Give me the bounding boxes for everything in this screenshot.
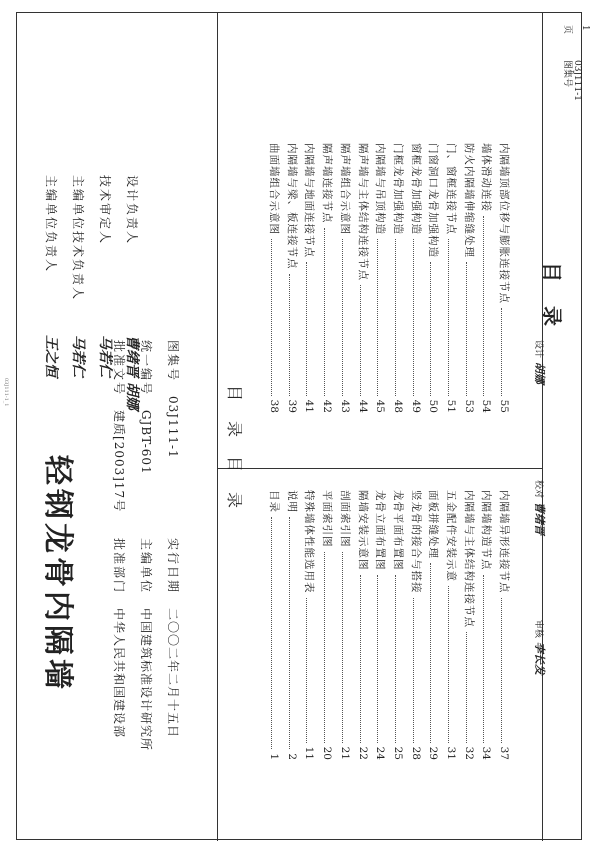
- toc-item-title: 隔声墙连接节点: [321, 143, 334, 224]
- toc-heading-right: 目录: [225, 385, 244, 458]
- toc-item-title: 龙骨平面布置图: [391, 490, 404, 571]
- toc-item-title: 龙骨立面布置图: [374, 490, 387, 571]
- toc-leader: [395, 239, 396, 396]
- toc-leader: [501, 598, 502, 743]
- toc-item-page: 50: [427, 399, 440, 413]
- toc-item-title: 内隔墙与地面连接节点: [303, 143, 316, 258]
- title-block-label: 审核: [533, 620, 543, 639]
- toc-item-page: 39: [285, 399, 298, 413]
- toc-leader: [324, 552, 325, 743]
- toc-item: [479, 490, 494, 760]
- toc-item-title: 隔声墙与主体结构连接节点: [356, 143, 369, 281]
- toc-item-page: 53: [462, 399, 475, 413]
- toc-leader: [324, 228, 325, 396]
- responsible-label: 设计负责人: [125, 175, 139, 246]
- toc-leader: [483, 575, 484, 743]
- toc-item: [497, 490, 512, 760]
- title-block-label: 设计: [533, 340, 543, 359]
- section-divider-2: [542, 13, 543, 841]
- toc-item: [462, 143, 477, 413]
- toc-item-page: 11: [303, 746, 316, 760]
- toc-item: [497, 143, 512, 413]
- toc-item-page: 37: [498, 746, 511, 760]
- section-divider-1: [217, 13, 218, 841]
- toc-item-title: 墙体滑动连接: [480, 143, 493, 212]
- toc-leader: [448, 586, 449, 743]
- toc-item: [479, 143, 494, 413]
- responsible-signature: 马若仁: [70, 335, 86, 377]
- toc-item: [444, 490, 459, 760]
- toc-item: [338, 490, 353, 760]
- toc-item: [320, 143, 335, 413]
- toc-item-title: 内隔墙构造节点: [480, 490, 493, 571]
- toc-item-page: 38: [268, 399, 280, 413]
- toc-item-title: 内隔墙与吊顶构造: [374, 143, 387, 235]
- toc-item: [338, 143, 353, 413]
- toc-item-page: 48: [391, 399, 404, 413]
- toc-item: [356, 143, 371, 413]
- toc-item: [373, 490, 388, 760]
- title-block-cell: [532, 340, 548, 384]
- meta-value: 中国建筑标准设计研究所: [139, 608, 153, 752]
- toc-item-page: 31: [445, 746, 457, 760]
- responsible-signature: 马若仁: [97, 335, 113, 377]
- toc-leader: [395, 575, 396, 743]
- toc-item: [409, 490, 424, 760]
- toc-leader: [306, 262, 307, 396]
- toc-leader: [377, 575, 378, 743]
- toc-item: [320, 490, 335, 760]
- toc-leader: [342, 239, 343, 396]
- meta-label: 主编单位: [139, 538, 153, 595]
- toc-item-page: 28: [409, 746, 422, 760]
- toc-leader: [289, 517, 290, 749]
- title-block-signature: 胡娜: [533, 358, 546, 384]
- toc-item-page: 2: [285, 753, 298, 760]
- toc-item-page: 51: [445, 399, 457, 413]
- page-label: 页: [562, 25, 572, 35]
- toc-item-title: 竖龙骨的接合与搭接: [409, 490, 422, 594]
- title-block-cell: [532, 620, 548, 675]
- toc-item-title: 内隔墙异形连接节点: [498, 490, 511, 594]
- toc-item-page: 43: [338, 399, 351, 413]
- responsible-row: [96, 175, 116, 377]
- toc-item-page: 42: [321, 399, 334, 413]
- toc-leader: [271, 517, 272, 749]
- corner-code: 03J111-1_1: [3, 378, 9, 407]
- responsible-signature: 王之恒: [43, 335, 59, 377]
- toc-item-title: 内隔墙与梁、板连接节点: [285, 143, 298, 270]
- meta-value: GJBT-601: [139, 410, 153, 475]
- title-block-signature: 曹绪晋: [533, 498, 546, 535]
- toc-item: [302, 490, 317, 760]
- toc-leader: [360, 575, 361, 743]
- sheet-title: 目录: [540, 262, 564, 350]
- toc-item-title: 隔墙安装示意图: [356, 490, 369, 571]
- toc-item-title: 面板拼缝处理: [427, 490, 440, 559]
- toc-leader: [501, 308, 502, 396]
- toc-item-title: 门窗洞口龙骨加强构造: [427, 143, 440, 258]
- toc-item-page: 49: [409, 399, 422, 413]
- responsible-row: [69, 175, 89, 377]
- toc-item: [444, 143, 459, 413]
- responsible-row: [123, 175, 143, 410]
- atlas-value: 03J111-1: [572, 60, 582, 102]
- toc-item-title: 特殊墙体性能选用表: [303, 490, 316, 594]
- toc-divider: [217, 468, 542, 469]
- toc-item-title: 窗框龙骨加强构造: [409, 143, 422, 235]
- toc-item-title: 平面索引图: [321, 490, 334, 548]
- toc-item-title: 说明: [285, 490, 298, 513]
- meta-label: 批准部门: [112, 538, 126, 595]
- responsible-label: 主编单位负责人: [44, 175, 58, 274]
- toc-item: [391, 490, 406, 760]
- toc-item: [373, 143, 388, 413]
- responsible-label: 技术审定人: [98, 175, 112, 246]
- meta-label: 统一编号: [139, 340, 153, 397]
- toc-item-page: 32: [462, 746, 475, 760]
- toc-leader: [271, 239, 272, 396]
- toc-item: [426, 490, 441, 760]
- responsible-row: [42, 175, 62, 377]
- responsible-label: 主编单位技术负责人: [71, 175, 85, 302]
- meta-left-row: [111, 538, 130, 738]
- toc-item: [285, 490, 300, 760]
- meta-value: 中华人民共和国建设部: [112, 608, 126, 739]
- toc-leader: [342, 552, 343, 743]
- toc-heading-left: 目录: [225, 456, 244, 529]
- toc-item: [267, 143, 282, 413]
- toc-item-title: 五金配件安装示意: [445, 490, 457, 582]
- toc-item-page: 29: [427, 746, 440, 760]
- toc-leader: [377, 239, 378, 396]
- meta-left-row: [165, 538, 184, 738]
- toc-item-page: 41: [303, 399, 316, 413]
- toc-leader: [430, 262, 431, 396]
- toc-leader: [448, 239, 449, 396]
- toc-item-page: 22: [356, 746, 369, 760]
- document-title: 轻钢龙骨内隔墙: [40, 455, 75, 693]
- toc-item-page: 34: [480, 746, 493, 760]
- page-value: 1: [580, 25, 590, 31]
- toc-item: [285, 143, 300, 413]
- meta-value: 建质[2003]17号: [112, 410, 126, 513]
- toc-item-page: 20: [321, 746, 334, 760]
- toc-item-title: 目录: [268, 490, 280, 513]
- toc-leader: [413, 239, 414, 396]
- toc-leader: [466, 262, 467, 396]
- toc-item: [267, 490, 282, 760]
- toc-item-title: 内隔墙与主体结构连接节点: [462, 490, 475, 628]
- toc-item-page: 1: [268, 753, 280, 760]
- title-block-cell: [532, 480, 548, 535]
- toc-leader: [289, 274, 290, 396]
- toc-item-page: 24: [374, 746, 387, 760]
- toc-item-title: 门、窗框连接节点: [445, 143, 457, 235]
- toc-item-page: 45: [374, 399, 387, 413]
- toc-leader: [466, 632, 467, 743]
- toc-item: [391, 143, 406, 413]
- toc-item-title: 内隔墙顶部位移与膨胀连接节点: [498, 143, 511, 304]
- atlas-label: 图集号: [562, 60, 572, 88]
- toc-item-page: 44: [356, 399, 369, 413]
- toc-item: [462, 490, 477, 760]
- toc-leader: [483, 216, 484, 396]
- toc-item-page: 21: [338, 746, 351, 760]
- toc-leader: [306, 598, 307, 743]
- meta-label: 批准文号: [112, 340, 126, 397]
- meta-label: 实行日期: [166, 538, 180, 595]
- responsible-signature: 曹绪晋 胡娜: [124, 335, 140, 410]
- meta-left-row: [138, 538, 157, 751]
- title-block-signature: 李长发: [533, 638, 546, 675]
- meta-value: 二〇〇二年二月十五日: [166, 608, 180, 739]
- toc-item-title: 门框龙骨加强构造: [391, 143, 404, 235]
- meta-value: 03J111-1: [166, 396, 180, 459]
- toc-leader: [430, 563, 431, 743]
- toc-item: [409, 143, 424, 413]
- toc-item: [302, 143, 317, 413]
- toc-item-title: 隔声墙组合示意图: [338, 143, 351, 235]
- toc-item-page: 55: [498, 399, 511, 413]
- toc-item-title: 防火内隔墙伸缩缝处理: [462, 143, 475, 258]
- title-block-label: 校对: [533, 480, 543, 499]
- meta-label: 图集号: [166, 340, 180, 383]
- toc-leader: [413, 598, 414, 743]
- toc-item: [356, 490, 371, 760]
- toc-item-page: 25: [391, 746, 404, 760]
- toc-item-title: 曲面墙组合示意图: [268, 143, 280, 235]
- toc-item: [426, 143, 441, 413]
- toc-item-page: 54: [480, 399, 493, 413]
- meta-right-row: [165, 340, 184, 459]
- toc-leader: [360, 285, 361, 396]
- toc-item-title: 剖面索引图: [338, 490, 351, 548]
